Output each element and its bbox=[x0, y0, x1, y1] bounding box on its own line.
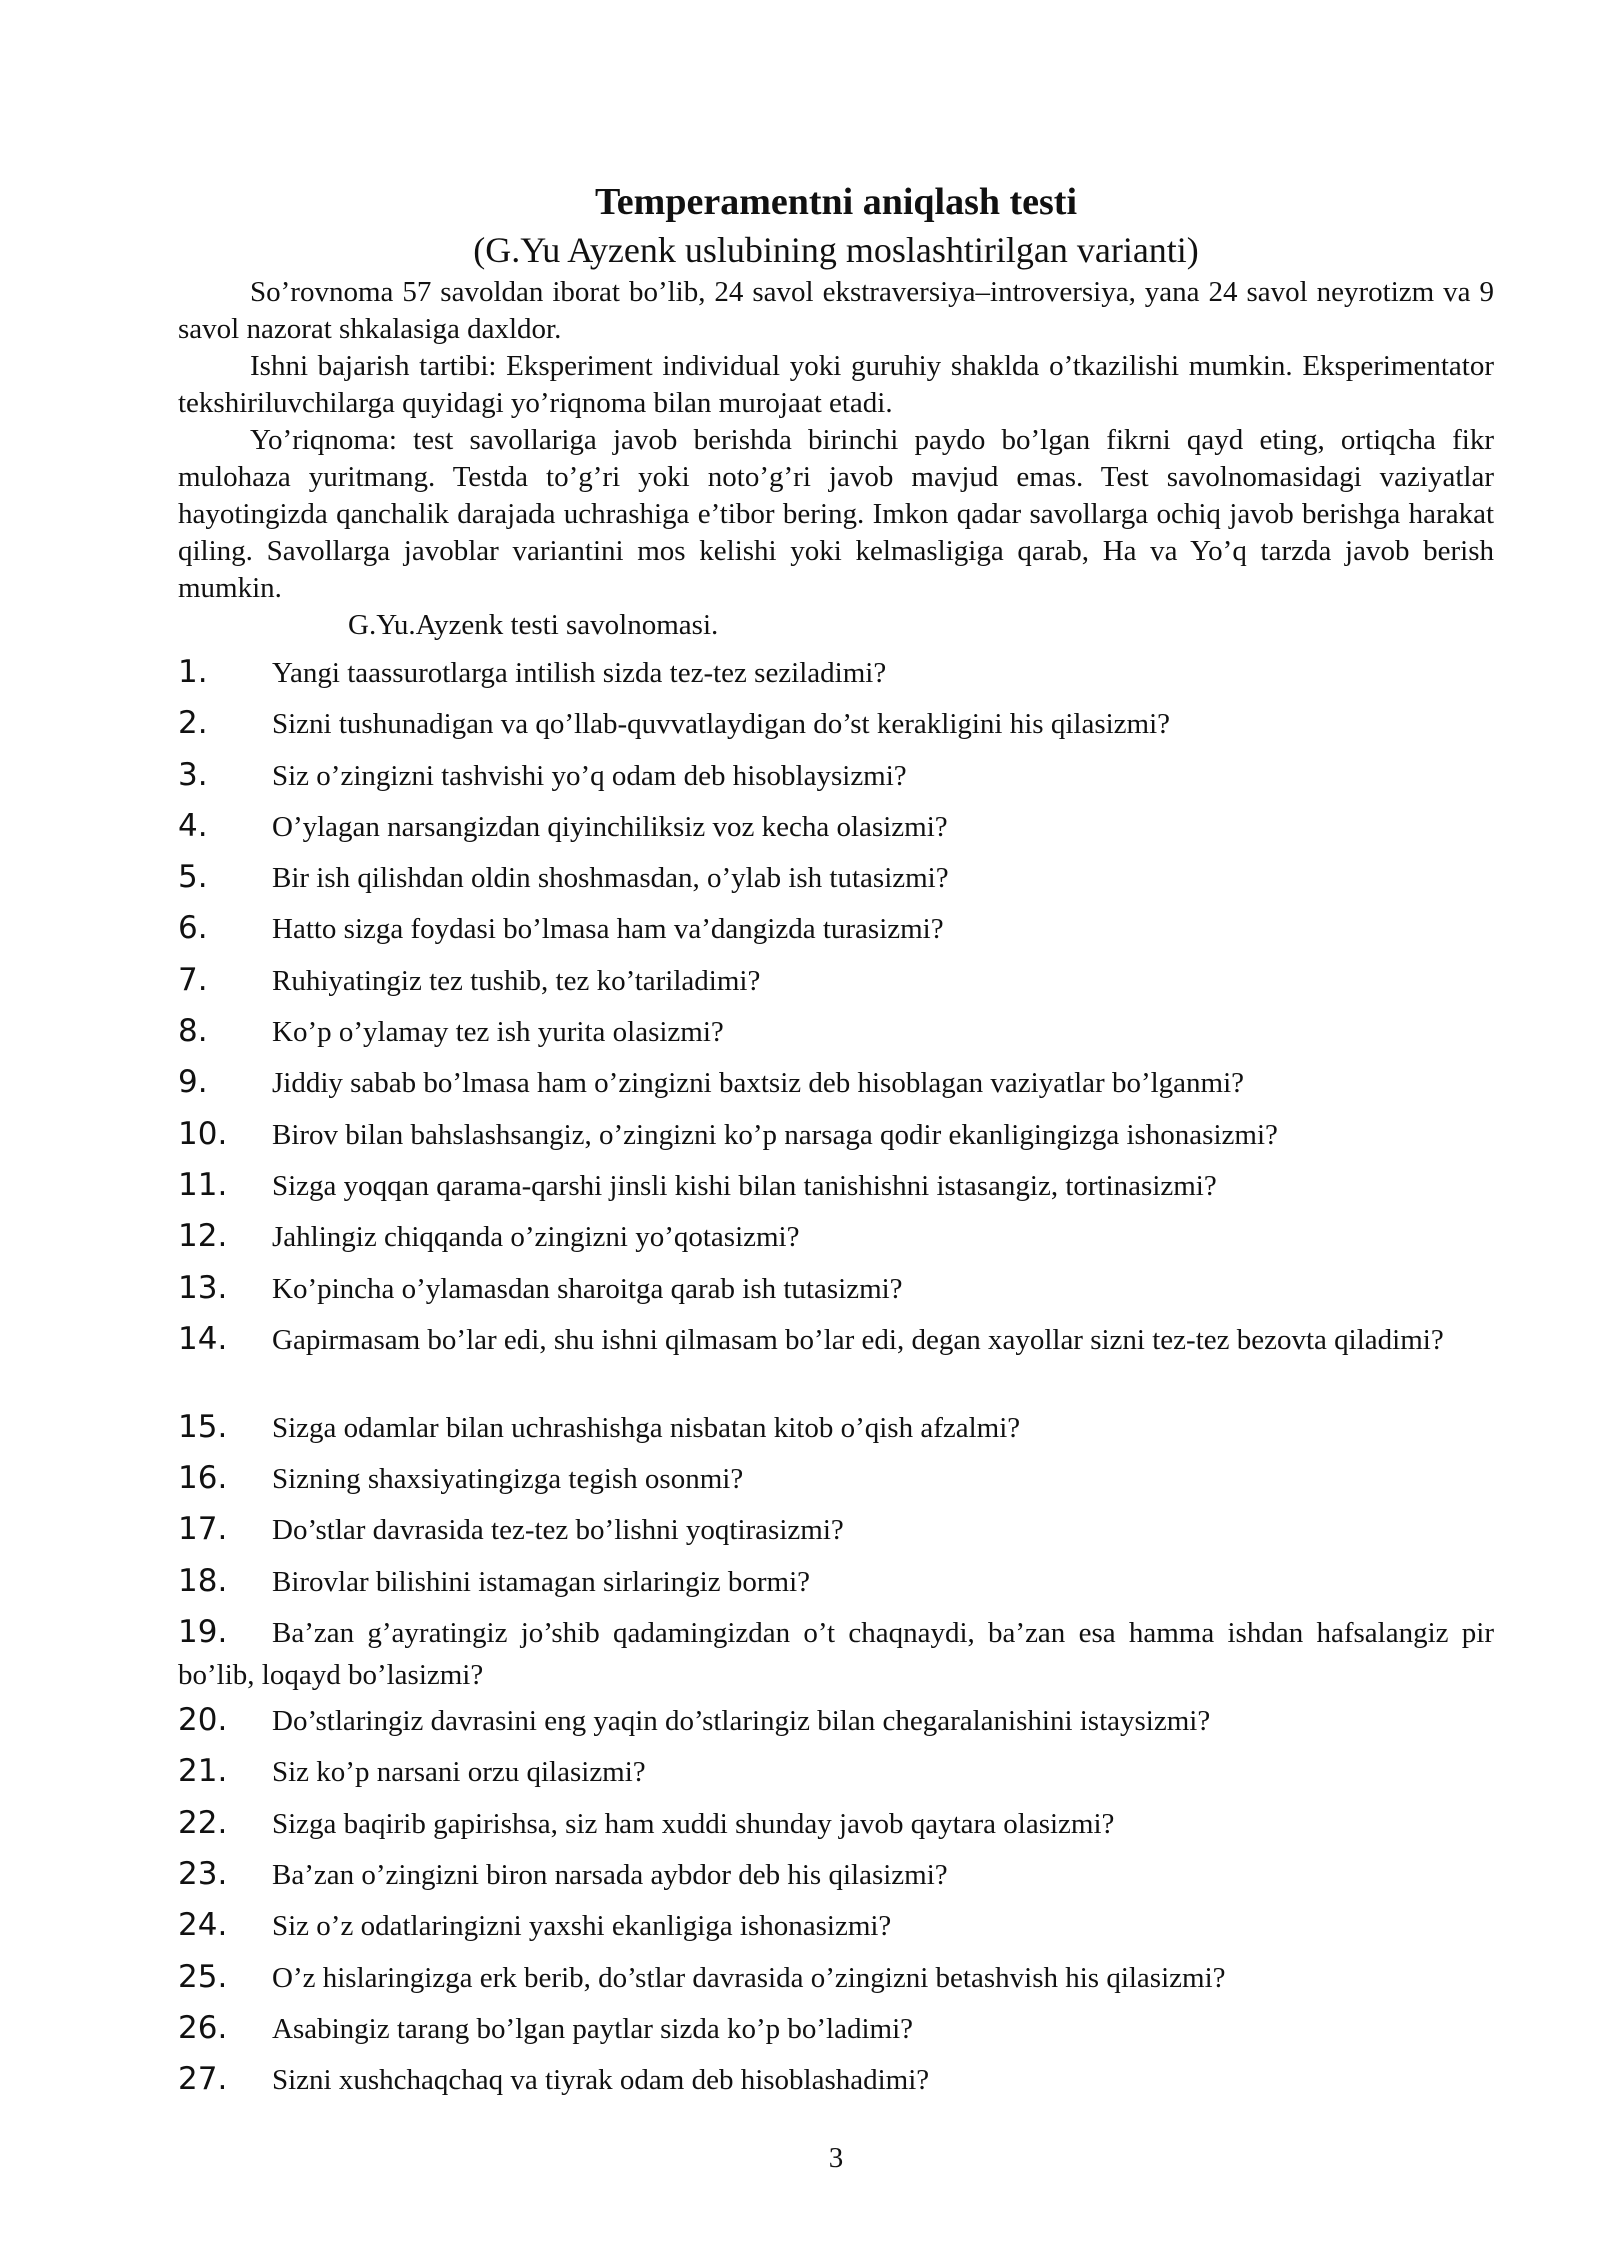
instruction-paragraph: Yo’riqnoma: test savollariga javob berishda birinchi paydo bo’lgan fikrni qayd eting, ortiqcha fikr mulohaza yuritmang. Testda to’g’ri yoki noto’g’ri javob mavjud emas. Test savolnomasidagi vaziyatlar hayotingizda qanchalik darajada uchrashiga e’tibor bering. Imkon qadar savollarga ochiq javob berishga harakat qiling. Savollarga javoblar variantini mos kelishi yoki kelmasligiga qarab, Ha va Yo’q tarzda javob berish mumkin. bbox=[178, 424, 1494, 604]
question-number: 5. bbox=[178, 859, 208, 896]
question-item bbox=[178, 1957, 1494, 2008]
question-text: Ko’pincha o’ylamasdan sharoitga qarab ish tutasizmi? bbox=[272, 1272, 903, 1305]
question-number: 8. bbox=[178, 1013, 208, 1050]
intro-section bbox=[178, 274, 1494, 644]
question-item bbox=[178, 703, 1494, 754]
question-number: 22. bbox=[178, 1804, 228, 1841]
question-number: 9. bbox=[178, 1064, 208, 1101]
question-number: 17. bbox=[178, 1511, 228, 1548]
question-number: 4. bbox=[178, 807, 208, 844]
question-number: 26. bbox=[178, 2009, 228, 2046]
document-page bbox=[178, 0, 1494, 2262]
question-number: 12. bbox=[178, 1218, 228, 1255]
question-text: Jahlingiz chiqqanda o’zingizni yo’qotasizmi? bbox=[272, 1221, 800, 1254]
question-item bbox=[178, 2008, 1494, 2059]
question-text: Sizga odamlar bilan uchrashishga nisbatan kitob o’qish afzalmi? bbox=[272, 1411, 1021, 1444]
question-text: Ba’zan o’zingizni biron narsada aybdor deb his qilasizmi? bbox=[272, 1858, 948, 1891]
question-number: 23. bbox=[178, 1855, 228, 1892]
question-number: 20. bbox=[178, 1702, 228, 1739]
question-item bbox=[178, 908, 1494, 959]
question-text: Hatto sizga foydasi bo’lmasa ham va’dangizda turasizmi? bbox=[272, 913, 944, 946]
question-number: 24. bbox=[178, 1907, 228, 1944]
question-number: 14. bbox=[178, 1320, 228, 1357]
question-number: 7. bbox=[178, 961, 208, 998]
question-number: 19. bbox=[178, 1614, 228, 1651]
question-number: 15. bbox=[178, 1408, 228, 1445]
page-title: Temperamentni aniqlash testi bbox=[594, 181, 1078, 223]
question-number: 16. bbox=[178, 1460, 228, 1497]
question-text: Asabingiz tarang bo’lgan paytlar sizda ko’p bo’ladimi? bbox=[272, 2012, 914, 2045]
question-text: Birovlar bilishini istamagan sirlaringiz bormi? bbox=[272, 1565, 811, 1598]
question-item bbox=[178, 1319, 1494, 1407]
question-item bbox=[178, 1561, 1494, 1612]
question-number: 18. bbox=[178, 1562, 228, 1599]
question-text: Sizning shaxsiyatingizga tegish osonmi? bbox=[272, 1463, 744, 1496]
question-item bbox=[178, 806, 1494, 857]
question-item bbox=[178, 1905, 1494, 1956]
question-text: Do’stlar davrasida tez-tez bo’lishni yoqtirasizmi? bbox=[272, 1514, 844, 1547]
question-item bbox=[178, 755, 1494, 806]
question-number: 3. bbox=[178, 756, 208, 793]
question-item bbox=[178, 652, 1494, 703]
question-item bbox=[178, 1612, 1494, 1700]
question-item bbox=[178, 1803, 1494, 1854]
question-item bbox=[178, 1854, 1494, 1905]
question-number: 25. bbox=[178, 1958, 228, 1995]
question-text: Ruhiyatingiz tez tushib, tez ko’tariladimi? bbox=[272, 964, 761, 997]
question-text: Do’stlaringiz davrasini eng yaqin do’stlaringiz bilan chegaralanishini istaysizmi? bbox=[272, 1705, 1211, 1738]
question-text: Siz o’zingizni tashvishi yo’q odam deb hisoblaysizmi? bbox=[272, 759, 907, 792]
question-text: Siz ko’p narsani orzu qilasizmi? bbox=[272, 1756, 646, 1789]
intro-paragraph: So’rovnoma 57 savoldan iborat bo’lib, 24 savol ekstraversiya–introversiya, yana 24 savol neyrotizm va 9 savol nazorat shkalasiga daxldor. bbox=[178, 276, 1494, 345]
page-subtitle: (G.Yu Ayzenk uslubining moslashtirilgan varianti) bbox=[473, 230, 1199, 270]
question-item bbox=[178, 1216, 1494, 1267]
question-text: Yangi taassurotlarga intilish sizda tez-tez seziladimi? bbox=[272, 657, 887, 689]
question-number: 10. bbox=[178, 1115, 228, 1152]
question-number: 11. bbox=[178, 1166, 228, 1203]
question-text: Siz o’z odatlaringizni yaxshi ekanligiga ishonasizmi? bbox=[272, 1910, 892, 1943]
question-list bbox=[178, 652, 1494, 2110]
question-item bbox=[178, 1458, 1494, 1509]
question-text: Sizni xushchaqchaq va tiyrak odam deb hisoblashadimi? bbox=[272, 2064, 930, 2097]
question-item bbox=[178, 1268, 1494, 1319]
question-item bbox=[178, 2059, 1494, 2110]
question-text: Sizni tushunadigan va qo’llab-quvvatlaydigan do’st kerakligini his qilasizmi? bbox=[272, 708, 1171, 741]
question-item bbox=[178, 1114, 1494, 1165]
question-text: Sizga yoqqan qarama-qarshi jinsli kishi bilan tanishishni istasangiz, tortinasizmi? bbox=[272, 1169, 1217, 1202]
question-item bbox=[178, 1751, 1494, 1802]
question-item bbox=[178, 1165, 1494, 1216]
question-number: 21. bbox=[178, 1753, 228, 1790]
question-text: Sizga baqirib gapirishsa, siz ham xuddi shunday javob qaytara olasizmi? bbox=[272, 1807, 1115, 1840]
question-text: Ko’p o’ylamay tez ish yurita olasizmi? bbox=[272, 1016, 724, 1049]
procedure-paragraph: Ishni bajarish tartibi: Eksperiment individual yoki guruhiy shaklda o’tkazilishi mumkin. Eksperimentator tekshiriluvchilarga quyidagi yo’riqnoma bilan murojaat etadi. bbox=[178, 350, 1494, 419]
question-item bbox=[178, 857, 1494, 908]
question-text: O’ylagan narsangizdan qiyinchiliksiz voz kecha olasizmi? bbox=[272, 810, 948, 843]
question-number: 2. bbox=[178, 705, 208, 742]
question-number: 13. bbox=[178, 1269, 228, 1306]
questionnaire-heading: G.Yu.Ayzenk testi savolnomasi. bbox=[348, 609, 719, 641]
question-item bbox=[178, 960, 1494, 1011]
question-text: Bir ish qilishdan oldin shoshmasdan, o’ylab ish tutasizmi? bbox=[272, 862, 949, 895]
question-item bbox=[178, 1407, 1494, 1458]
question-text: Birov bilan bahslashsangiz, o’zingizni ko’p narsaga qodir ekanligingizga ishonasizmi? bbox=[272, 1118, 1278, 1151]
question-text: Gapirmasam bo’lar edi, shu ishni qilmasam bo’lar edi, degan xayollar sizni tez-tez bezovta qiladimi? bbox=[272, 1323, 1444, 1356]
question-item bbox=[178, 1509, 1494, 1560]
question-item bbox=[178, 1700, 1494, 1751]
question-number: 1. bbox=[178, 654, 208, 690]
question-item bbox=[178, 1062, 1494, 1113]
question-text: Jiddiy sabab bo’lmasa ham o’zingizni baxtsiz deb hisoblagan vaziyatlar bo’lganmi? bbox=[272, 1067, 1245, 1100]
question-text: Ba’zan g’ayratingiz jo’shib qadamingizdan o’t chaqnaydi, ba’zan esa hamma ishdan hafsalangiz pir bo’lib, loqayd bo’lasizmi? bbox=[178, 1617, 1494, 1691]
page-number: 3 bbox=[828, 2142, 844, 2174]
question-number: 27. bbox=[178, 2061, 228, 2098]
question-number: 6. bbox=[178, 910, 208, 947]
question-text: O’z hislaringizga erk berib, do’stlar davrasida o’zingizni betashvish his qilasizmi? bbox=[272, 1961, 1226, 1994]
question-item bbox=[178, 1011, 1494, 1062]
